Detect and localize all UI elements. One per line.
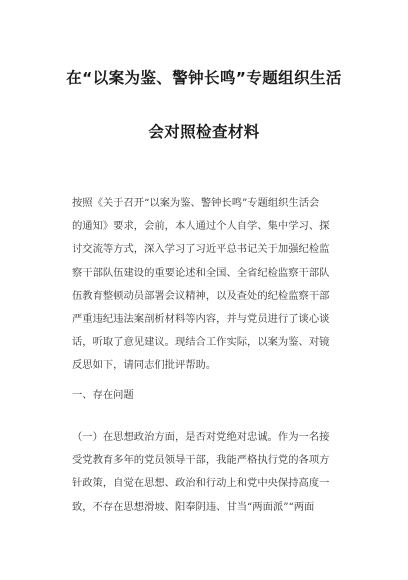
issue-line: 受党教育多年的党员领导干部，我能严格执行党的各项方 (72, 454, 330, 467)
document-title-line-2: 会对照检查材料 (148, 123, 260, 141)
intro-line: 按照《关于召开“以案为鉴、警钟长鸣”专题组织生活会 (72, 197, 320, 209)
intro-line: 察干部队伍建设的重要论述和全国、全省纪检监察干部队 (72, 266, 330, 279)
issue-line: 致，不存在思想滑坡、阳奉阴违、甘当“两面派”“两面 (72, 500, 315, 513)
document-title-line-1: 在“以案为鉴、警钟长鸣”专题组织生活 (66, 69, 342, 87)
intro-line: 的通知》要求，会前，本人通过个人自学、集中学习、探 (72, 220, 330, 233)
intro-line: 反思如下，请同志们批评帮助。 (72, 359, 217, 372)
issue-paragraph (72, 426, 358, 519)
intro-line: 伍教育整顿动员部署会议精神，以及查处的纪检监察干部 (72, 289, 330, 302)
intro-paragraph (72, 192, 358, 378)
issue-line: 针政策，自觉在思想、政治和行动上和党中央保持高度一 (72, 477, 330, 490)
issue-line: （一）在思想政治方面，是否对党绝对忠诚。作为一名接 (72, 431, 330, 443)
intro-line: 讨交流等方式，深入学习了习近平总书记关于加强纪检监 (72, 243, 330, 256)
intro-line: 严重违纪违法案剖析材料等内容，并与党员进行了谈心谈 (72, 312, 330, 325)
intro-line: 话，听取了意见建议。现结合工作实际，以案为鉴、对镜 (72, 336, 330, 349)
section-heading-problems: 一、存在问题 (72, 389, 134, 401)
